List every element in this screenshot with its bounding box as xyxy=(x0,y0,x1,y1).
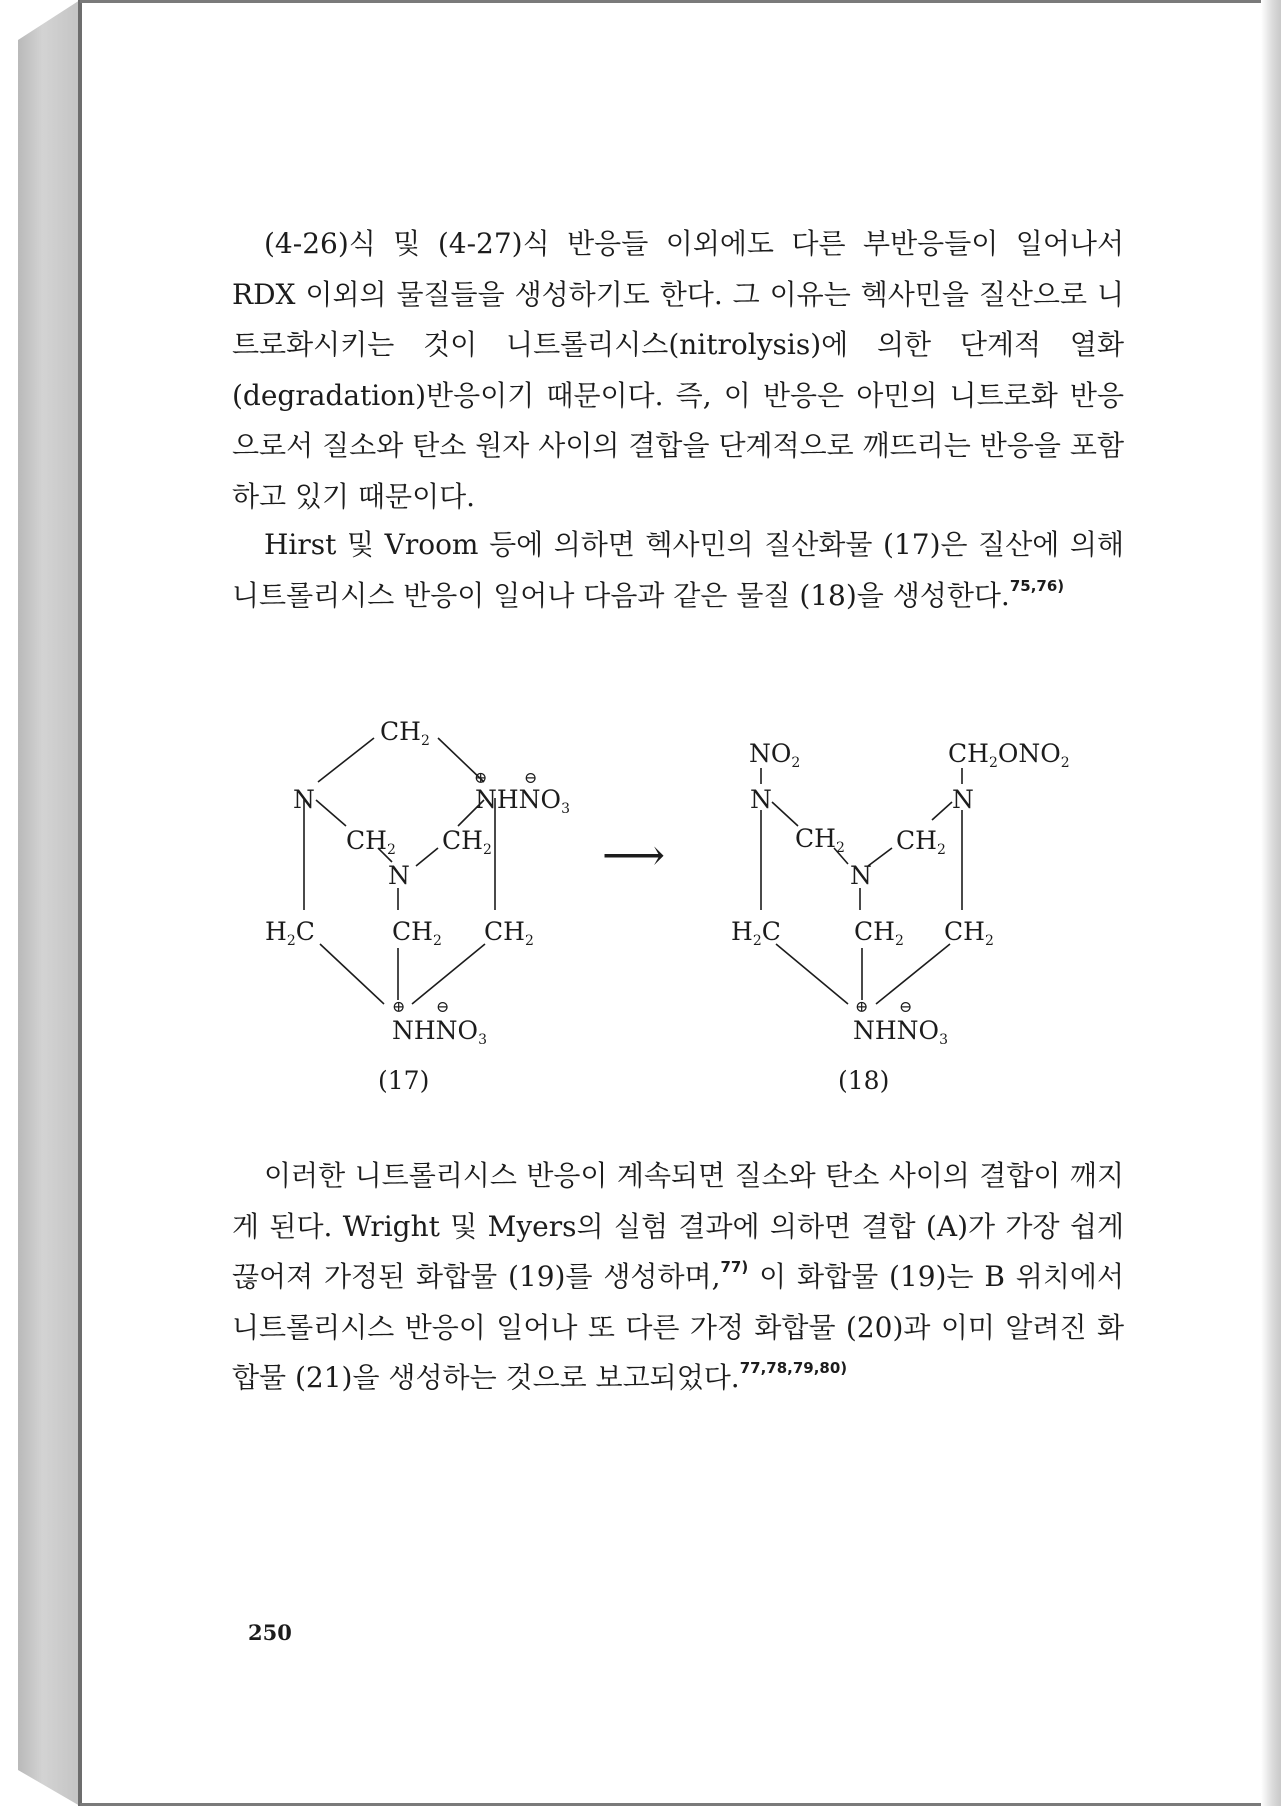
c18-h2c-left: $H_2C$ xyxy=(731,917,781,949)
c17-ch2-mid: $CH_2$ xyxy=(392,917,442,949)
paragraph-3-text-a: 이러한 니트롤리시스 반응이 계속되면 질소와 탄소 사이의 결합이 깨지게 된다. Wright 및 Myers의 실험 결과에 의하면 결합 (A)가 가장 쉽게 끊어져 가정된 화합물 (19)를 생성하며, xyxy=(232,1159,1124,1293)
c17-h2c-left: $H_2C$ xyxy=(265,917,315,949)
c18-ch2-inner-right: $CH_2$ xyxy=(896,826,946,858)
paragraph-3 xyxy=(232,1151,1124,1404)
c18-n-right: N xyxy=(952,785,974,814)
c17-ch2-inner-right: $CH_2$ xyxy=(442,826,492,858)
c18-ch2-mid: $CH_2$ xyxy=(854,917,904,949)
c18-bottom-minus-charge: ⊖ xyxy=(899,997,913,1016)
c17-ch2-right: $CH_2$ xyxy=(484,917,534,949)
c18-nhno3-bottom: $NHNO_3$ xyxy=(853,1016,948,1048)
paragraph-1-text: (4-26)식 및 (4-27)식 반응들 이외에도 다른 부반응들이 일어나서 RDX 이외의 물질들을 생성하기도 한다. 그 이유는 헥사민을 질산으로 니트로화시키는 것이 니트롤리시스(nitrolysis)에 의한 단계적 열화(degradation)반응이기 때문이다. 즉, 이 반응은 아민의 니트로화 반응으로서 질소와 탄소 원자 사이의 결합을 단계적으로 깨뜨리는 반응을 포함하고 있기 때문이다. xyxy=(232,227,1125,513)
c18-no2-top: $NO_2$ xyxy=(749,739,801,771)
compound-17-label: (17) xyxy=(378,1066,430,1095)
c17-ch2-inner-left: $CH_2$ xyxy=(346,826,396,858)
c17-minus-charge: ⊖ xyxy=(524,768,538,787)
c18-ch2-inner-left: $CH_2$ xyxy=(795,824,845,856)
reference-superscript: 75,76) xyxy=(1009,576,1065,595)
c17-nhno3-right: $NHNO_3$ xyxy=(475,785,570,817)
c17-n-left: N xyxy=(293,785,315,814)
c18-bottom-plus-charge: ⊕ xyxy=(855,997,869,1016)
c17-bottom-minus-charge: ⊖ xyxy=(436,997,450,1016)
c18-ch2ono2-top: $CH_2ONO_2$ xyxy=(948,739,1070,771)
c18-ch2-right: $CH_2$ xyxy=(944,917,994,949)
reference-superscript: 77,78,79,80) xyxy=(739,1359,848,1377)
compound-18-label: (18) xyxy=(838,1066,890,1095)
c17-plus-charge: ⊕ xyxy=(474,768,488,787)
paragraph-3-text-b: 이 화합물 (19)는 B 위치에서 니트롤리시스 반응이 일어나 또 다른 가정 화합물 (20)과 이미 알려진 화합물 (21)을 생성하는 것으로 보고되었다. xyxy=(232,1260,1124,1394)
reaction-arrow: ⟶ xyxy=(602,830,666,881)
c18-n-left: N xyxy=(750,785,772,814)
c17-nhno3-bottom: $NHNO_3$ xyxy=(392,1016,487,1048)
c17-bottom-plus-charge: ⊕ xyxy=(392,997,406,1016)
paragraph-2-text: Hirst 및 Vroom 등에 의하면 헥사민의 질산화물 (17)은 질산에 의해 니트롤리시스 반응이 일어나 다음과 같은 물질 (18)을 생성한다. xyxy=(232,528,1124,612)
page-number: 250 xyxy=(248,1620,292,1645)
c18-n-center: N xyxy=(850,861,872,890)
c17-n-center: N xyxy=(388,861,410,890)
reference-superscript: 77) xyxy=(720,1258,749,1276)
c17-top-ch2: $CH_2$ xyxy=(380,717,430,749)
